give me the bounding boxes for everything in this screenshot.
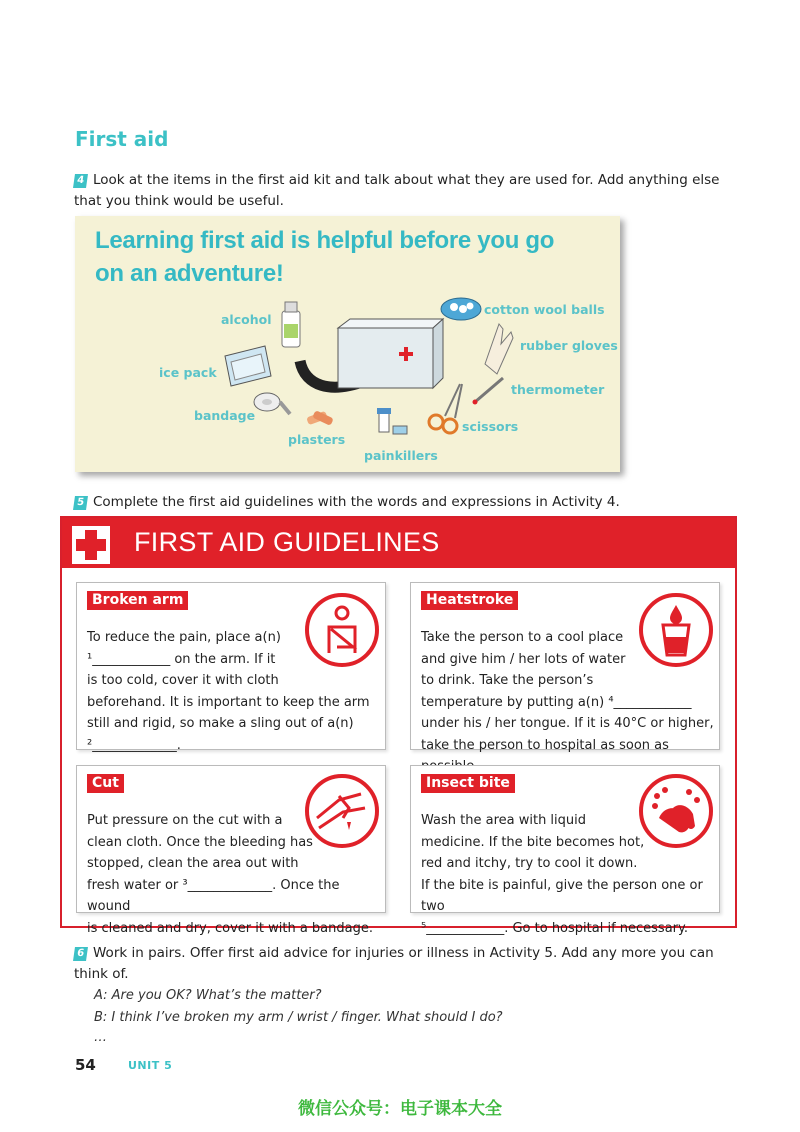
label-thermometer: thermometer: [511, 382, 605, 397]
label-rubber-gloves: rubber gloves: [520, 338, 618, 353]
text-line: Put pressure on the cut with a: [87, 813, 283, 828]
label-cotton-wool-balls: cotton wool balls: [484, 302, 605, 317]
rubber-gloves-icon: [485, 324, 513, 374]
text-line: stopped, clean the area out with: [87, 856, 299, 871]
text-line: Take the person to a cool place: [421, 630, 624, 645]
heatstroke-box: [410, 582, 720, 753]
first-aid-guidelines-panel: [60, 516, 737, 936]
dialogue-line-a: A: Are you OK? What’s the matter?: [94, 988, 322, 1003]
label-bandage: bandage: [194, 408, 256, 423]
section-title: First aid: [75, 127, 169, 151]
activity-4-text: Look at the items in the first aid kit and talk about what they are used for. Add anything else that you think would be useful.: [74, 172, 720, 209]
thermometer-icon: [473, 378, 504, 405]
text-line: medicine. If the bite becomes hot,: [421, 834, 645, 850]
first-aid-kit-card: [75, 216, 620, 472]
red-cross-icon: [72, 526, 110, 564]
text-line: If the bite is painful, give the person one or two: [421, 877, 703, 914]
bandage-icon: [254, 393, 290, 414]
label-ice-pack: ice pack: [159, 365, 217, 380]
guidelines-title: FIRST AID GUIDELINES: [134, 527, 440, 557]
activity-number: 6: [73, 947, 88, 961]
water-glass-icon: [639, 593, 713, 667]
activity-4-instruction: [74, 170, 724, 212]
text-line: to drink. Take the person’s: [421, 673, 594, 688]
insect-bite-box: [410, 765, 720, 936]
dialogue-line-b: B: I think I’ve broken my arm / wrist / finger. What should I do?: [94, 1010, 503, 1025]
text-line: is too cold, cover it with cloth: [87, 673, 279, 688]
activity-number: 5: [73, 496, 88, 510]
scissors-icon: [429, 384, 462, 433]
activity-6-text: Work in pairs. Offer first aid advice for injuries or illness in Activity 5. Add any more you can think of.: [74, 945, 714, 982]
activity-6-instruction: [74, 943, 724, 985]
alcohol-bottle-icon: [282, 302, 300, 347]
watermark-text: 微信公众号：电子课本大全: [298, 1099, 502, 1119]
broken-arm-tag: Broken arm: [87, 591, 188, 610]
cotton-wool-balls-icon: [441, 298, 481, 320]
broken-arm-box: [76, 582, 386, 753]
text-line: clean cloth. Once the bleeding has: [87, 834, 313, 850]
cut-tag: Cut: [87, 774, 124, 793]
label-painkillers: painkillers: [364, 448, 438, 463]
activity-number: 4: [73, 174, 88, 188]
guidelines-header-bar: [62, 518, 735, 568]
text-line: and give him / her lots of water: [421, 651, 626, 667]
page-number: 54: [75, 1056, 96, 1074]
unit-label: UNIT 5: [128, 1059, 173, 1072]
activity-5-text: Complete the first aid guidelines with the words and expressions in Activity 4.: [93, 494, 620, 510]
text-line: is cleaned and dry, cover it with a bandage.: [87, 920, 373, 936]
text-line: ²_____________.: [87, 737, 181, 753]
text-line: red and itchy, try to cool it down.: [421, 856, 638, 871]
text-line: Wash the area with liquid: [421, 813, 587, 828]
text-line: ⁵____________. Go to hospital if necessary.: [421, 920, 688, 936]
text-line: temperature by putting a(n) ⁴____________: [421, 694, 692, 710]
bleeding-arm-icon: [305, 774, 379, 848]
text-line: To reduce the pain, place a(n): [87, 630, 281, 645]
kit-heading: Learning first aid is helpful before you go on an adventure!: [95, 227, 555, 287]
heatstroke-tag: Heatstroke: [421, 591, 518, 610]
text-line: take the person to hospital as soon as: [421, 737, 669, 753]
text-line: ¹____________ on the arm. If it: [87, 651, 276, 667]
label-alcohol: alcohol: [221, 312, 272, 327]
sling-arm-icon: [305, 593, 379, 667]
plasters-icon: [306, 410, 334, 426]
insect-bite-tag: Insect bite: [421, 774, 515, 793]
text-line: beforehand. It is important to keep the arm: [87, 694, 370, 710]
text-line: under his / her tongue. If it is 40°C or higher,: [421, 716, 714, 731]
label-plasters: plasters: [288, 432, 346, 447]
activity-5-instruction: [74, 492, 620, 513]
label-scissors: scissors: [462, 419, 519, 434]
cut-box: [76, 765, 386, 936]
painkillers-icon: [377, 408, 407, 434]
ice-pack-icon: [225, 346, 271, 386]
washing-hands-icon: [639, 774, 713, 848]
text-line: still and rigid, so make a sling out of a(n): [87, 716, 354, 731]
text-line: fresh water or ³_____________. Once the wound: [87, 877, 340, 914]
dialogue-ellipsis: …: [94, 1030, 107, 1045]
kit-case-icon: [300, 319, 443, 388]
